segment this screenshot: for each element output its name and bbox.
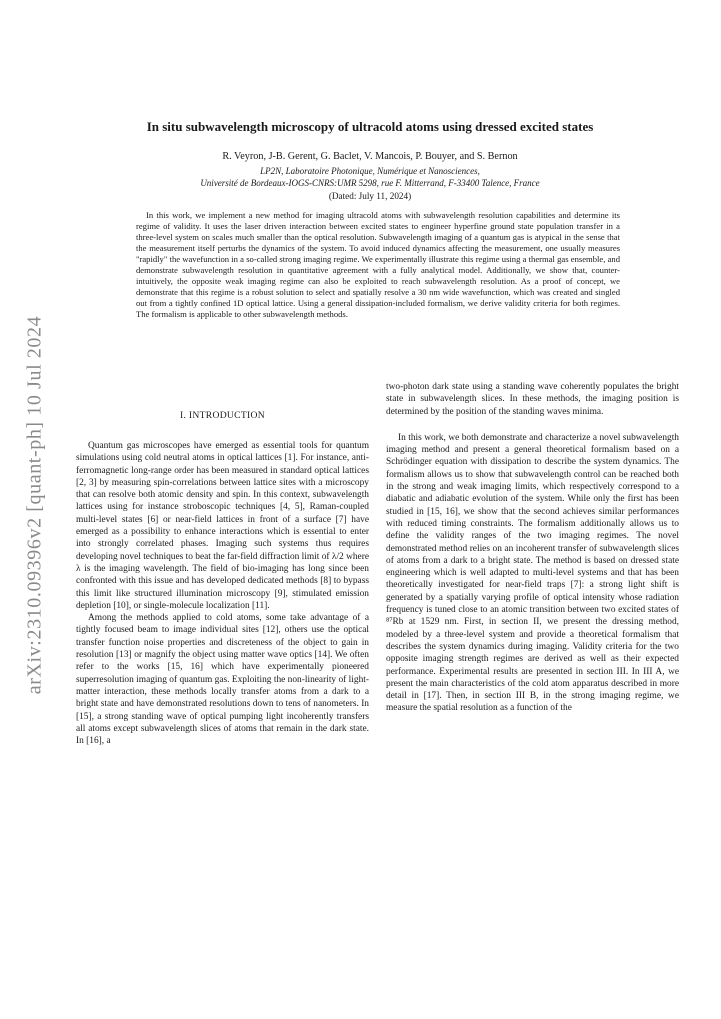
- abstract: In this work, we implement a new method for imaging ultracold atoms with subwavelength resolution capabilities and determine its regime of validity. It uses the laser driven interaction between excited states to engineer hyperfine ground state population transfer in a three-level system on scales much smaller than the optical resolution. Subwavelength imaging of a quantum gas is atypical in the sense that the measurement itself perturbs the dynamics of the system. To avoid induced dynamics affecting the measurement, one usually measures "rapidly" the wavefunction in a so-called strong imaging regime. We experimentally illustrate this regime using a thermal gas ensemble, and demonstrate subwavelength resolution in quantitative agreement with a fully analytical model. Additionally, we show that, counter-intuitively, the opposite weak imaging regime can also be exploited to reach subwavelength resolution. As a proof of concept, we demonstrate that this regime is a robust solution to select and spatially resolve a 30 nm wide wavefunction, which was created and singled out from a tightly confined 1D optical lattice. Using a general dissipation-included formalism, we derive validity criteria for both regimes. The formalism is applicable to other subwavelength methods.: [136, 210, 620, 320]
- right-column: [386, 381, 679, 715]
- dated-line: (Dated: July 11, 2024): [328, 191, 412, 201]
- author-list: R. Veyron, J-B. Gerent, G. Baclet, V. Mancois, P. Bouyer, and S. Bernon: [222, 151, 518, 162]
- arxiv-sidebar-stamp: [22, 310, 48, 700]
- intro-paragraph-1: Quantum gas microscopes have emerged as essential tools for quantum simulations using cold neutral atoms in optical lattices [1]. For instance, anti-ferromagnetic long-range order has been measured in standard optical lattices [2, 3] by measuring spin-correlations between lattice sites with a microscopy that can resolve both atomic density and spin. In this context, subwavelength lattices using for instance stroboscopic techniques [4, 5], Raman-coupled multi-level states [6] or near-field lattices in front of a surface [7] have emerged as a possibility to enhance interactions which is essential to enter into strongly correlated phases. Imaging such systems thus requires developing novel techniques to beat the far-field diffraction limit of λ/2 where λ is the imaging wavelength. The field of bio-imaging has long since been confronted with this issue and has developed dedicated methods [8] to bypass this limit like structured illumination microscopy [9], stimulated emission depletion [10], or single-molecule localization [11].: [76, 441, 369, 611]
- section-heading-introduction: I. INTRODUCTION: [180, 410, 265, 421]
- paper-title: In situ subwavelength microscopy of ultracold atoms using dressed excited states: [146, 119, 594, 134]
- intro-paragraph-2: Among the methods applied to cold atoms, some take advantage of a tightly focused beam to image individual sites [12], others use the optical transfer function noise properties and discreteness of the object to gain in resolution [13] or magnify the object using matter wave optics [14]. We often refer to the works [15, 16] which have experimentally pioneered superresolution imaging of quantum gas. Exploiting the non-linearity of light-matter interaction, these methods locally transfer atoms from a dark to a bright state and have demonstrated resolutions down to tens of nanometers. In [15], a strong standing wave of optical pumping light incoherently transfers all atoms except subwavelength slices of atoms that remain in the dark state. In [16], a: [76, 613, 369, 747]
- arxiv-id[interactable]: arXiv:2310.09396v2 [quant-ph] 10 Jul 2024: [23, 315, 46, 695]
- intro-paragraph-3: two-photon dark state using a standing wave coherently populates the bright state in subwavelength slices. In these methods, the imaging position is determined by the position of the standing waves minima.: [386, 382, 679, 417]
- affiliation-line-2: Université de Bordeaux-IOGS-CNRS:UMR 5298, rue F. Mitterrand, F-33400 Talence, France: [200, 178, 540, 188]
- intro-paragraph-4: In this work, we both demonstrate and characterize a novel subwavelength imaging method and present a general theoretical formalism based on a Schrödinger equation with dissipation to describe the system dynamics. The formalism allows us to show that subwavelength control can be reached both in the strong and weak imaging limits, which respectively correspond to a diabatic and adiabatic evolution of the system. While only the first has been studied in [15, 16], we show that the second achieves similar performances with reduced timing constraints. The formalism additionally allows us to define the validity ranges of the two imaging regimes. The novel demonstrated method relies on an incoherent transfer of subwavelength slices of atoms from a dark to a bright state. The method is based on dressed state engineering which is well adapted to multi-level systems and that has been theoretically investigated for near-field traps [7]: a strong light shift is generated by a spatially varying profile of optical intensity whose radiation frequency is tuned close to an atomic transition between two excited states of ⁸⁷Rb at 1529 nm. First, in section II, we present the dressing method, modeled by a three-level system and provide a theoretical formalism that describes the system dynamics during imaging. Validity criteria for the two opposite imaging strength regimes are derived as well as their expected performance. Experimental results are presented in section III. In III A, we present the main characteristics of the cold atom apparatus described in more detail in [17]. Then, in section III B, in the strong imaging regime, we measure the spatial resolution as a function of the: [386, 432, 679, 714]
- left-column: [76, 408, 369, 747]
- affiliation-line-1: LP2N, Laboratoire Photonique, Numérique et Nanosciences,: [260, 166, 480, 176]
